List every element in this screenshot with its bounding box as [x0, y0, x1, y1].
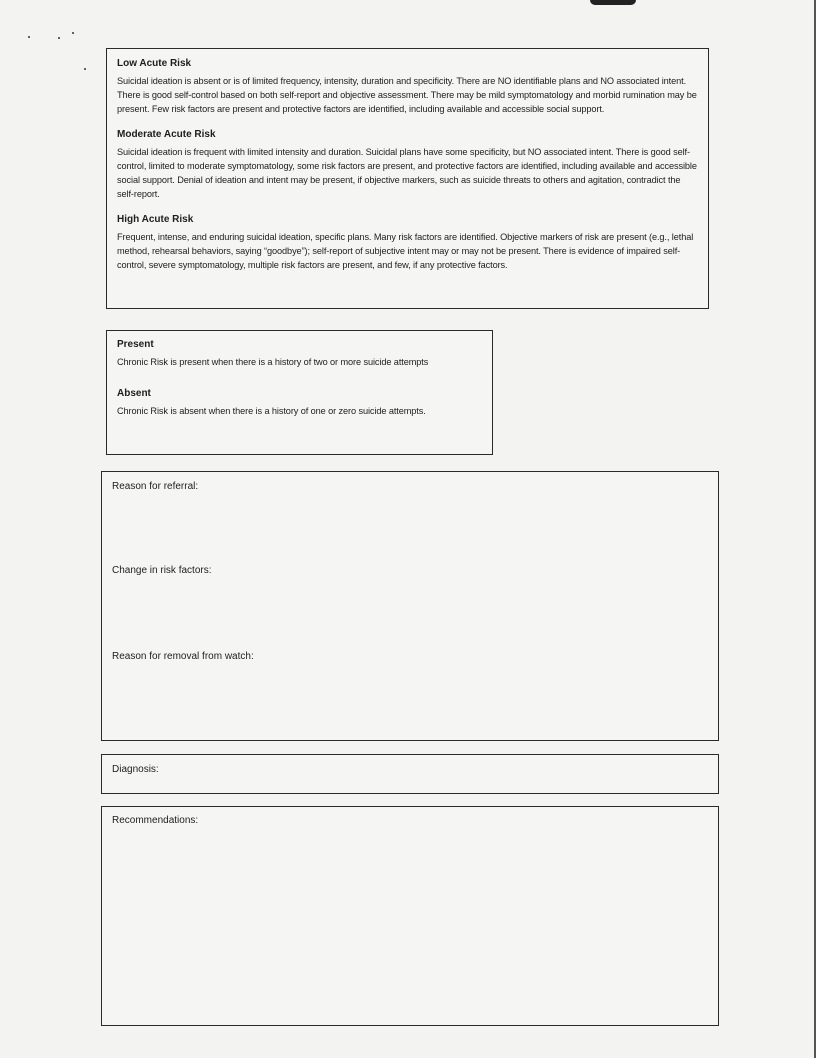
low-acute-risk-section — [117, 57, 698, 116]
section-heading: Moderate Acute Risk — [117, 129, 216, 140]
change-in-risk-factors-label: Change in risk factors: — [112, 565, 212, 576]
reason-for-removal-label: Reason for removal from watch: — [112, 651, 254, 662]
section-heading: Absent — [117, 388, 151, 399]
section-text: Suicidal ideation is absent or is of limited frequency, intensity, duration and specificity. There are NO identifiable plans and NO associated intent. There is good self-control based on both self-report and objective assessment. There may be mild symptomatology and morbid rumination may be present. Few risk factors are present and protective factors are identified, including available and accessible social support. — [117, 76, 697, 114]
section-text: Frequent, intense, and enduring suicidal ideation, specific plans. Many risk factors are identified. Objective markers of risk are present (e.g., lethal method, rehearsal behaviors, saying “goodbye”); self-report of subjective intent may or may not be present. There is evidence of impaired self-control, severe symptomatology, multiple risk factors are present, and few, if any protective factors. — [117, 232, 694, 270]
section-heading: Low Acute Risk — [117, 58, 192, 69]
recommendations-field-box[interactable] — [101, 806, 719, 1026]
reason-for-referral-label: Reason for referral: — [112, 481, 199, 492]
scan-speck — [28, 36, 30, 38]
scan-speck — [84, 68, 86, 70]
section-text: Chronic Risk is absent when there is a history of one or zero suicide attempts. — [117, 406, 426, 416]
chronic-present-section — [117, 338, 482, 369]
chronic-risk-definitions-box — [106, 330, 493, 455]
referral-field-box[interactable] — [101, 471, 719, 741]
chronic-absent-section — [117, 387, 482, 418]
scan-speck — [72, 32, 74, 34]
acute-risk-definitions-box — [106, 48, 709, 309]
section-text: Suicidal ideation is frequent with limited intensity and duration. Suicidal plans have some specificity, but NO associated intent. There is good self-control, limited to moderate symptomatology, some risk factors are present, and protective factors are identified, including available and accessible social support. Denial of ideation and intent may be present, if objective markers, such as suicide threats to others and agitation, contradict the self-report. — [117, 147, 697, 199]
section-text: Chronic Risk is present when there is a history of two or more suicide attempts — [117, 357, 429, 367]
scan-artifact — [590, 0, 636, 5]
high-acute-risk-section — [117, 213, 698, 272]
diagnosis-label: Diagnosis: — [112, 764, 159, 775]
moderate-acute-risk-section — [117, 128, 698, 201]
section-heading: High Acute Risk — [117, 214, 194, 225]
scan-speck — [58, 37, 60, 39]
recommendations-label: Recommendations: — [112, 815, 199, 826]
section-heading: Present — [117, 339, 154, 350]
diagnosis-field-box[interactable] — [101, 754, 719, 794]
